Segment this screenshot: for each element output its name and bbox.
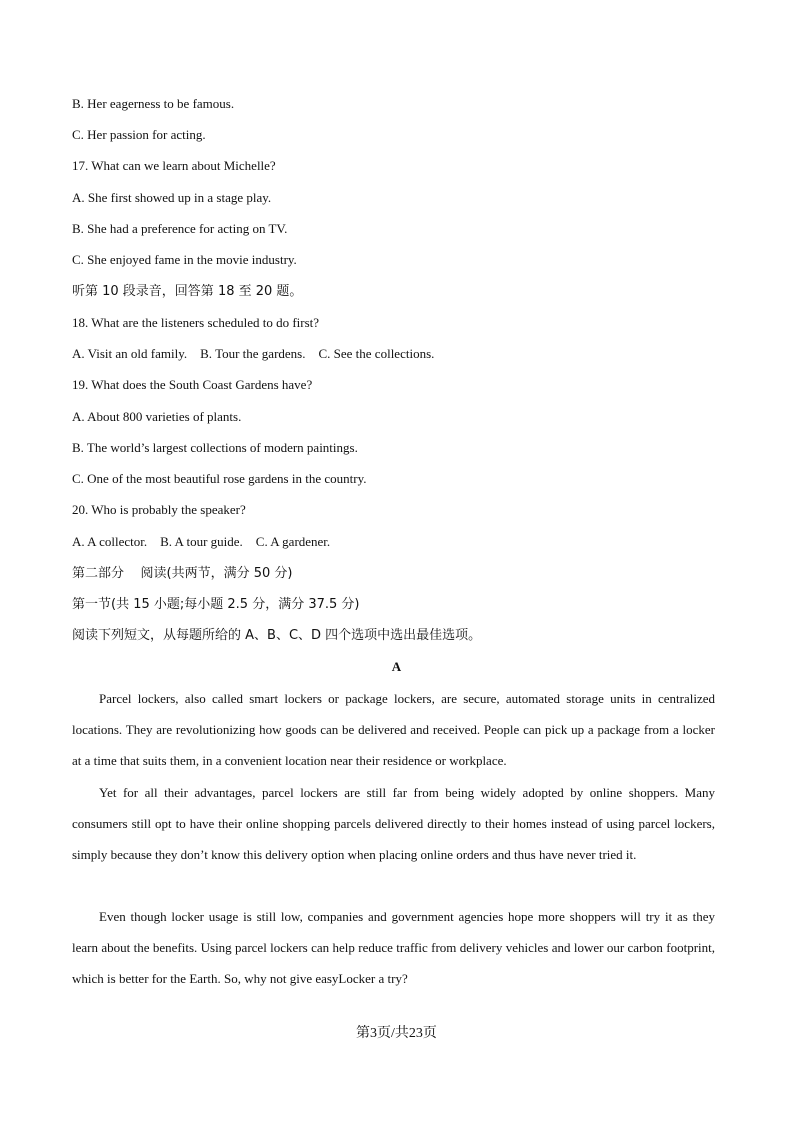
- q16-option-b: B. Her eagerness to be famous.: [72, 96, 235, 111]
- part-2-heading: 第二部分 阅读(共两节，满分 50 分): [72, 566, 293, 581]
- q19-option-a: A. About 800 varieties of plants.: [72, 409, 242, 424]
- passage-title: A: [391, 659, 402, 674]
- q20-options: A. A collector. B. A tour guide. C. A gardener.: [72, 534, 331, 549]
- reading-instruction: 阅读下列短文，从每题所给的 A、B、C、D 四个选项中选出最佳选项。: [72, 628, 482, 643]
- section-1-heading: 第一节(共 15 小题;每小题 2.5 分，满分 37.5 分): [72, 597, 360, 612]
- q17-option-c: C. She enjoyed fame in the movie industry.: [72, 252, 297, 267]
- question-19: 19. What does the South Coast Gardens have?: [72, 377, 313, 392]
- q18-options: A. Visit an old family. B. Tour the gardens. C. See the collections.: [72, 346, 435, 361]
- q16-option-c: C. Her passion for acting.: [72, 127, 206, 142]
- passage-paragraph-1: Parcel lockers, also called smart lockers or package lockers, are secure, automated storage units in centralized locations. They are revolutionizing how goods can be delivered and received. People can pick up a package from a locker at a time that suits them, in a convenient location near their residence or workplace.: [72, 691, 715, 769]
- page-footer: 第3页/共23页: [356, 1026, 437, 1041]
- question-18: 18. What are the listeners scheduled to do first?: [72, 315, 320, 330]
- question-17: 17. What can we learn about Michelle?: [72, 158, 276, 173]
- section-10-heading: 听第 10 段录音，回答第 18 至 20 题。: [72, 284, 303, 299]
- q19-option-c: C. One of the most beautiful rose gardens in the country.: [72, 471, 367, 486]
- q17-option-a: A. She first showed up in a stage play.: [72, 190, 272, 205]
- q17-option-b: B. She had a preference for acting on TV.: [72, 221, 288, 236]
- passage-paragraph-3: Even though locker usage is still low, companies and government agencies hope more shoppers will try it as they learn about the benefits. Using parcel lockers can help reduce traffic from delivery vehicles and lower our carbon footprint, which is better for the Earth. So, why not give easyLocker a try?: [72, 909, 715, 987]
- q19-option-b: B. The world’s largest collections of modern paintings.: [72, 440, 358, 455]
- passage-paragraph-2: Yet for all their advantages, parcel lockers are still far from being widely adopted by online shoppers. Many consumers still opt to have their online shopping parcels delivered directly to their homes instead of using parcel lockers, simply because they don’t know this delivery option when placing online orders and thus have never tried it.: [72, 785, 715, 863]
- question-20: 20. Who is probably the speaker?: [72, 502, 246, 517]
